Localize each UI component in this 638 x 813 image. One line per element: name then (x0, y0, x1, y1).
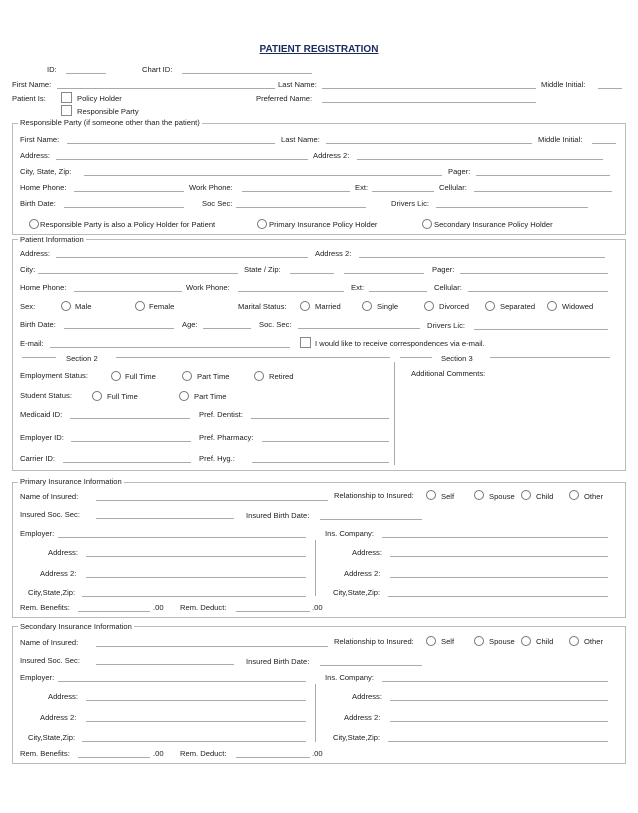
rp-soc-sec-field[interactable] (236, 207, 366, 208)
rp-ext-field[interactable] (372, 191, 434, 192)
carrier-id-field[interactable] (63, 462, 191, 463)
pri-rem-deduct-cents: .00 (312, 603, 323, 612)
pref-pharmacy-label: Pref. Pharmacy: (199, 433, 254, 442)
pi-birth-date-field[interactable] (64, 328, 174, 329)
rp-pager-label: Pager: (448, 167, 471, 176)
pi-address2-field[interactable] (359, 257, 605, 258)
sec-rem-benefits-field[interactable] (78, 757, 150, 758)
policy-holder-label: Policy Holder (77, 94, 122, 103)
pi-ext-label: Ext: (351, 283, 365, 292)
primary-insurance-legend: Primary Insurance Information (20, 477, 122, 486)
sec-city-state-zip-left-label: City,State,Zip: (28, 733, 76, 742)
section2-rule-left (22, 357, 56, 358)
rp-option2-radio[interactable] (257, 219, 267, 229)
pri-child-label: Child (536, 492, 554, 501)
secondary-insurance-legend: Secondary Insurance Information (20, 622, 132, 631)
sec-city-state-zip-right-field[interactable] (388, 741, 608, 742)
divorced-label: Divorced (439, 302, 469, 311)
sec-address-left-field[interactable] (86, 700, 306, 701)
sec-rem-deduct-label: Rem. Deduct: (180, 749, 227, 758)
sec-self-radio[interactable] (426, 636, 436, 646)
pri-child-radio[interactable] (521, 490, 531, 500)
pri-name-of-insured-label: Name of Insured: (20, 492, 79, 501)
rp-option2-label: Primary Insurance Policy Holder (269, 220, 378, 229)
id-field[interactable] (66, 73, 106, 74)
rp-city-state-zip-field[interactable] (84, 175, 442, 176)
employment-full-time-label: Full Time (125, 372, 156, 381)
rp-first-name-label: First Name: (20, 135, 60, 144)
pi-ext-field[interactable] (369, 291, 427, 292)
preferred-name-field[interactable] (322, 102, 536, 103)
rp-first-name-field[interactable] (67, 143, 275, 144)
pri-city-state-zip-left-field[interactable] (82, 596, 306, 597)
sec-self-label: Self (441, 637, 455, 646)
rp-work-phone-field[interactable] (242, 191, 350, 192)
pri-relationship-label: Relationship to Insured: (334, 491, 414, 500)
rp-option1-radio[interactable] (29, 219, 39, 229)
medicaid-id-field[interactable] (70, 418, 190, 419)
pref-hyg-label: Pref. Hyg.: (199, 454, 235, 463)
widowed-label: Widowed (562, 302, 594, 311)
preferred-name-label: Preferred Name: (256, 94, 313, 103)
pref-dentist-field[interactable] (251, 418, 389, 419)
pi-pager-field[interactable] (460, 273, 608, 274)
rp-address-label: Address: (20, 151, 50, 160)
pri-insured-birth-date-label: Insured Birth Date: (246, 511, 310, 520)
sec-name-of-insured-field[interactable] (96, 646, 328, 647)
pi-email-field[interactable] (50, 347, 290, 348)
student-status-label: Student Status: (20, 391, 72, 400)
rp-middle-initial-field[interactable] (592, 143, 616, 144)
rp-cellular-field[interactable] (474, 191, 612, 192)
pri-name-of-insured-field[interactable] (96, 500, 328, 501)
student-part-time-radio[interactable] (179, 391, 189, 401)
rp-address2-field[interactable] (357, 159, 603, 160)
pri-ins-company-label: Ins. Company: (325, 529, 374, 538)
first-name-field[interactable] (57, 88, 275, 89)
employment-status-label: Employment Status: (20, 371, 88, 380)
employment-retired-radio[interactable] (254, 371, 264, 381)
rp-last-name-field[interactable] (326, 143, 532, 144)
pi-state-field[interactable] (290, 273, 334, 274)
pref-hyg-field[interactable] (252, 462, 389, 463)
rp-option3-radio[interactable] (422, 219, 432, 229)
pi-home-phone-field[interactable] (74, 291, 182, 292)
section3-rule-right (490, 357, 610, 358)
section3-heading: Section 3 (441, 354, 473, 363)
pri-rem-deduct-label: Rem. Deduct: (180, 603, 227, 612)
sec-address2-right-label: Address 2: (344, 713, 381, 722)
sec-spouse-label: Spouse (489, 637, 515, 646)
pi-city-label: City: (20, 265, 36, 274)
sec-employer-field[interactable] (58, 681, 306, 682)
email-consent-checkbox[interactable] (300, 337, 311, 348)
middle-initial-label: Middle Initial: (541, 80, 586, 89)
id-label: ID: (47, 65, 57, 74)
sec-relationship-label: Relationship to Insured: (334, 637, 414, 646)
rp-home-phone-label: Home Phone: (20, 183, 67, 192)
sec-spouse-radio[interactable] (474, 636, 484, 646)
responsible-party-checkbox[interactable] (61, 105, 72, 116)
pi-age-label: Age: (182, 320, 198, 329)
pi-drivers-lic-label: Drivers Lic: (427, 321, 465, 330)
pi-work-phone-field[interactable] (238, 291, 344, 292)
rp-birth-date-field[interactable] (64, 207, 184, 208)
pi-address2-label: Address 2: (315, 249, 352, 258)
sec-insured-birth-date-label: Insured Birth Date: (246, 657, 310, 666)
rp-soc-sec-label: Soc Sec: (202, 199, 233, 208)
rp-middle-initial-label: Middle Initial: (538, 135, 583, 144)
sec-address-right-field[interactable] (390, 700, 608, 701)
pi-age-field[interactable] (203, 328, 251, 329)
pri-rem-benefits-field[interactable] (78, 611, 150, 612)
rp-work-phone-label: Work Phone: (189, 183, 233, 192)
rp-address-field[interactable] (56, 159, 308, 160)
rp-home-phone-field[interactable] (74, 191, 184, 192)
email-consent-label: I would like to receive correspondences via e-mail. (315, 339, 485, 348)
pi-email-label: E-mail: (20, 339, 44, 348)
single-radio[interactable] (362, 301, 372, 311)
employment-full-time-radio[interactable] (111, 371, 121, 381)
sec-city-state-zip-left-field[interactable] (82, 741, 306, 742)
pi-state-zip-label: State / Zip: (244, 265, 281, 274)
responsible-party-label: Responsible Party (77, 107, 139, 116)
male-label: Male (75, 302, 92, 311)
policy-holder-checkbox[interactable] (61, 92, 72, 103)
pi-city-field[interactable] (38, 273, 238, 274)
pri-other-radio[interactable] (569, 490, 579, 500)
pi-drivers-lic-field[interactable] (474, 329, 608, 330)
sec-rem-benefits-cents: .00 (153, 749, 164, 758)
employment-part-time-label: Part Time (197, 372, 230, 381)
widowed-radio[interactable] (547, 301, 557, 311)
pi-birth-date-label: Birth Date: (20, 320, 56, 329)
sec-address2-left-field[interactable] (86, 721, 306, 722)
sec-city-state-zip-right-label: City,State,Zip: (333, 733, 381, 742)
form-title: PATIENT REGISTRATION (259, 44, 379, 55)
sec-rem-deduct-field[interactable] (236, 757, 310, 758)
pri-address2-left-label: Address 2: (40, 569, 77, 578)
chart-id-field[interactable] (182, 73, 312, 74)
male-radio[interactable] (61, 301, 71, 311)
last-name-field[interactable] (322, 88, 536, 89)
rp-ext-label: Ext: (355, 183, 369, 192)
sec-child-radio[interactable] (521, 636, 531, 646)
pi-home-phone-label: Home Phone: (20, 283, 67, 292)
last-name-label: Last Name: (278, 80, 317, 89)
student-full-time-radio[interactable] (92, 391, 102, 401)
sec-ins-company-label: Ins. Company: (325, 673, 374, 682)
section2-rule-right (116, 357, 390, 358)
sec-other-label: Other (584, 637, 603, 646)
pi-work-phone-label: Work Phone: (186, 283, 230, 292)
female-label: Female (149, 302, 175, 311)
pri-column-divider (315, 540, 316, 596)
rp-cellular-label: Cellular: (439, 183, 467, 192)
student-full-time-label: Full Time (107, 392, 138, 401)
pi-soc-sec-label: Soc. Sec: (259, 320, 292, 329)
divorced-radio[interactable] (424, 301, 434, 311)
medicaid-id-label: Medicaid ID: (20, 410, 63, 419)
pri-employer-label: Employer: (20, 529, 55, 538)
pri-city-state-zip-left-label: City,State,Zip: (28, 588, 76, 597)
pri-city-state-zip-right-label: City,State,Zip: (333, 588, 381, 597)
rp-address2-label: Address 2: (313, 151, 350, 160)
employer-id-field[interactable] (71, 441, 191, 442)
sec-employer-label: Employer: (20, 673, 55, 682)
pi-sex-label: Sex: (20, 302, 36, 311)
married-label: Married (315, 302, 341, 311)
section-divider (394, 362, 395, 465)
pri-address2-right-field[interactable] (390, 577, 608, 578)
patient-is-label: Patient Is: (12, 94, 46, 103)
pi-zip-field[interactable] (344, 273, 424, 274)
section2-heading: Section 2 (66, 354, 98, 363)
sec-ins-company-field[interactable] (382, 681, 608, 682)
pri-rem-deduct-field[interactable] (236, 611, 310, 612)
pri-address-right-label: Address: (352, 548, 382, 557)
pi-cellular-field[interactable] (468, 291, 608, 292)
carrier-id-label: Carrier ID: (20, 454, 56, 463)
sec-other-radio[interactable] (569, 636, 579, 646)
sec-column-divider (315, 684, 316, 742)
separated-label: Separated (500, 302, 536, 311)
pri-other-label: Other (584, 492, 603, 501)
sec-insured-birth-date-field[interactable] (320, 665, 422, 666)
pri-self-label: Self (441, 492, 455, 501)
single-label: Single (377, 302, 399, 311)
rp-pager-field[interactable] (476, 175, 610, 176)
sec-rem-benefits-label: Rem. Benefits: (20, 749, 70, 758)
sec-child-label: Child (536, 637, 554, 646)
responsible-party-legend: Responsible Party (if someone other than the patient) (20, 118, 200, 127)
pi-cellular-label: Cellular: (434, 283, 462, 292)
first-name-label: First Name: (12, 80, 52, 89)
employment-retired-label: Retired (269, 372, 294, 381)
sec-address2-right-field[interactable] (390, 721, 608, 722)
pri-insured-soc-sec-field[interactable] (96, 518, 234, 519)
sec-insured-soc-sec-field[interactable] (96, 664, 234, 665)
rp-city-state-zip-label: City, State, Zip: (20, 167, 72, 176)
employment-part-time-radio[interactable] (182, 371, 192, 381)
pref-dentist-label: Pref. Dentist: (199, 410, 243, 419)
separated-radio[interactable] (485, 301, 495, 311)
pri-insured-soc-sec-label: Insured Soc. Sec: (20, 510, 80, 519)
pri-insured-birth-date-field[interactable] (320, 519, 422, 520)
sec-rem-deduct-cents: .00 (312, 749, 323, 758)
pri-address2-right-label: Address 2: (344, 569, 381, 578)
sec-insured-soc-sec-label: Insured Soc. Sec: (20, 656, 80, 665)
rp-option1-label: Responsible Party is also a Policy Holder for Patient (40, 220, 216, 229)
additional-comments-label: Additional Comments: (411, 369, 486, 378)
pri-self-radio[interactable] (426, 490, 436, 500)
sec-address2-left-label: Address 2: (40, 713, 77, 722)
sec-name-of-insured-label: Name of Insured: (20, 638, 79, 647)
female-radio[interactable] (135, 301, 145, 311)
pri-address-left-label: Address: (48, 548, 78, 557)
rp-birth-date-label: Birth Date: (20, 199, 56, 208)
pi-pager-label: Pager: (432, 265, 455, 274)
pi-soc-sec-field[interactable] (298, 328, 420, 329)
marital-status-label: Marital Status: (238, 302, 287, 311)
pri-address2-left-field[interactable] (86, 577, 306, 578)
middle-initial-field[interactable] (598, 88, 622, 89)
pri-rem-benefits-cents: .00 (153, 603, 164, 612)
rp-last-name-label: Last Name: (281, 135, 320, 144)
chart-id-label: Chart ID: (142, 65, 173, 74)
pri-ins-company-field[interactable] (382, 537, 608, 538)
rp-drivers-lic-label: Drivers Lic: (391, 199, 429, 208)
patient-information-legend: Patient Information (20, 235, 84, 244)
pri-address-right-field[interactable] (390, 556, 608, 557)
married-radio[interactable] (300, 301, 310, 311)
pri-employer-field[interactable] (58, 537, 306, 538)
section3-rule-left (400, 357, 432, 358)
rp-option3-label: Secondary Insurance Policy Holder (434, 220, 553, 229)
pri-spouse-label: Spouse (489, 492, 515, 501)
pri-city-state-zip-right-field[interactable] (388, 596, 608, 597)
student-part-time-label: Part Time (194, 392, 227, 401)
pri-address-left-field[interactable] (86, 556, 306, 557)
pi-address-label: Address: (20, 249, 50, 258)
pri-rem-benefits-label: Rem. Benefits: (20, 603, 70, 612)
pref-pharmacy-field[interactable] (262, 441, 389, 442)
primary-insurance-section (12, 482, 626, 618)
pri-spouse-radio[interactable] (474, 490, 484, 500)
pi-address-field[interactable] (56, 257, 308, 258)
employer-id-label: Employer ID: (20, 433, 64, 442)
rp-drivers-lic-field[interactable] (436, 207, 588, 208)
sec-address-right-label: Address: (352, 692, 382, 701)
sec-address-left-label: Address: (48, 692, 78, 701)
